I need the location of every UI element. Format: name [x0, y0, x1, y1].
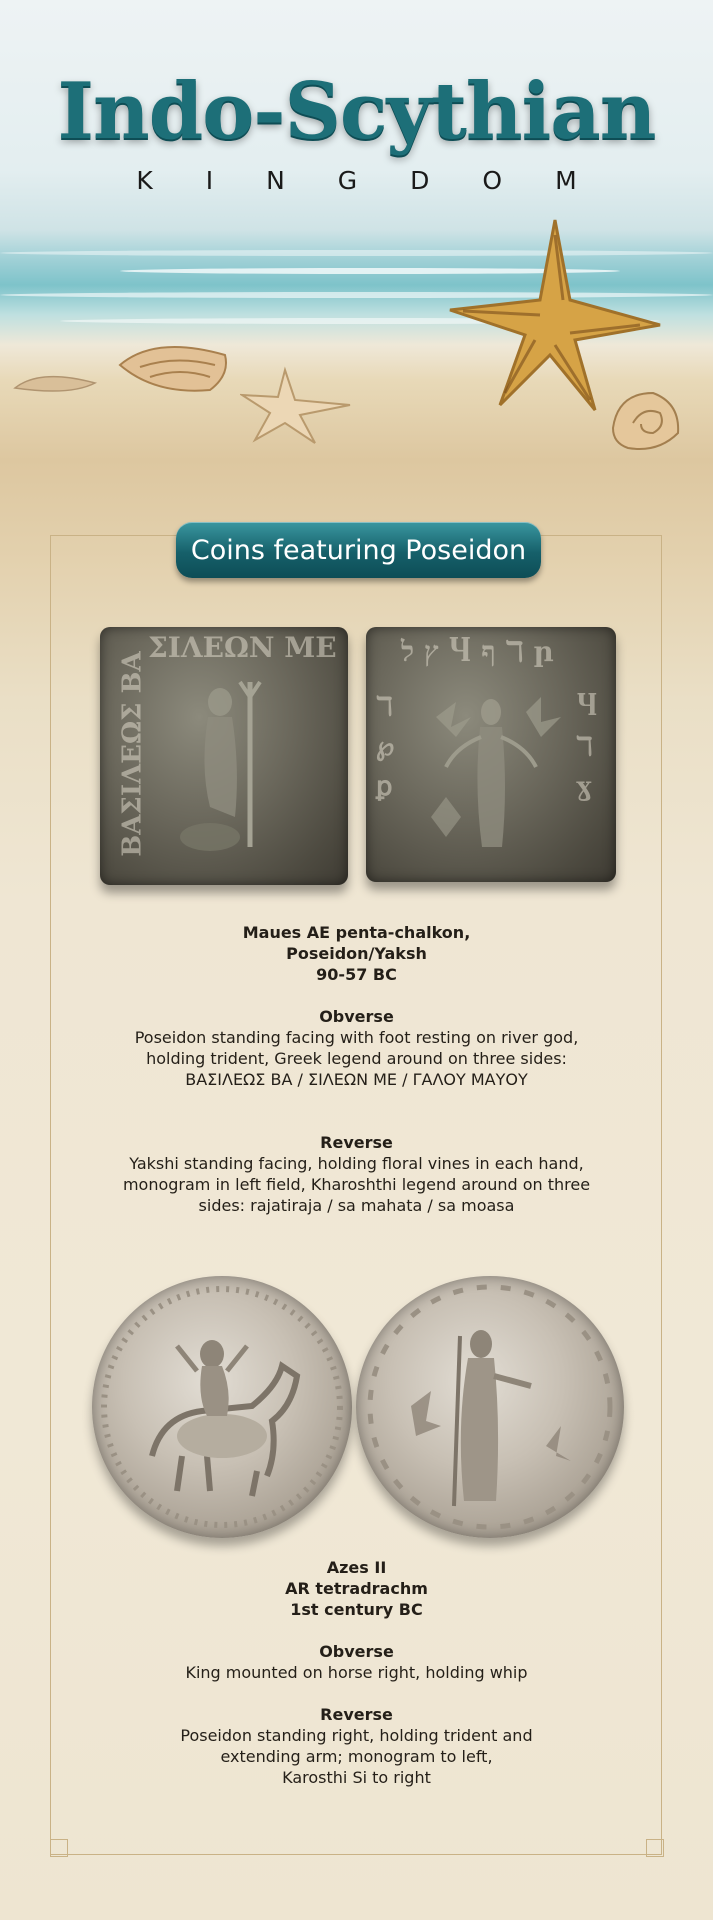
coin2-obverse-section	[120, 1641, 593, 1683]
conch-shell-image	[608, 388, 683, 453]
small-starfish-image	[240, 365, 360, 445]
coin1-reverse-text: Yakshi standing facing, holding floral vines in each hand, monogram in left field, Kharoshthi legend around on three sides: rajatiraja / sa mahata / sa moasa	[122, 1154, 591, 1215]
page-title: Indo-Scythian	[57, 66, 656, 157]
frame-corner-bottom-left	[50, 1839, 68, 1857]
coin1-name-line: 90-57 BC	[316, 965, 397, 984]
coin1-name	[120, 922, 593, 985]
page-subtitle: KINGDOM	[136, 166, 630, 195]
coin1-obverse-heading: Obverse	[319, 1007, 394, 1026]
coin2-name-line: 1st century BC	[290, 1600, 423, 1619]
coin1-obverse-section	[120, 1006, 593, 1090]
coin1-name-line: Poseidon/Yaksh	[286, 944, 427, 963]
coin2-reverse-section	[120, 1704, 593, 1788]
coin1-reverse-image: ץ ל Ⴗ ף ℸ ր ℸ ℘ ꝑ Ⴗ ℸ ɣ	[366, 627, 616, 882]
section-banner: Coins featuring Poseidon	[176, 522, 541, 578]
coin1-reverse-section	[120, 1132, 593, 1216]
coin1-obverse-text: Poseidon standing facing with foot resting on river god, holding trident, Greek legend around on three sides: ΒΑΣΙΛΕΩΣ ΒΑ / ΣΙΛΕΩΝ ΜΕ / ΓΑΛΟΥ ΜΑΥΟΥ	[134, 1028, 579, 1089]
coin2-obverse-text: King mounted on horse right, holding whip	[185, 1663, 528, 1682]
coin2-reverse-line: Karosthi Si to right	[282, 1768, 431, 1787]
coin2-reverse-heading: Reverse	[320, 1705, 393, 1724]
seashell-image	[115, 335, 235, 395]
coin2-name-line: AR tetradrachm	[285, 1579, 428, 1598]
shell-fragment-image	[10, 368, 100, 398]
starfish-image	[445, 215, 665, 415]
coin2-reverse-line: extending arm; monogram to left,	[220, 1747, 493, 1766]
coin1-obverse-image: ΣΙΛΕΩΝ ΜΕ ΒΑΣΙΛΕΩΣ ΒΑ	[100, 627, 348, 885]
coin2-obverse-heading: Obverse	[319, 1642, 394, 1661]
coin2-name	[120, 1557, 593, 1620]
frame-corner-bottom-right	[646, 1839, 664, 1857]
coin2-obverse-image	[92, 1276, 352, 1538]
coin1-name-line: Maues AE penta-chalkon,	[242, 923, 471, 942]
coin2-reverse-image	[356, 1276, 624, 1538]
coin1-reverse-heading: Reverse	[320, 1133, 393, 1152]
coin2-name-line: Azes II	[326, 1558, 387, 1577]
coin2-reverse-line: Poseidon standing right, holding trident and	[180, 1726, 533, 1745]
